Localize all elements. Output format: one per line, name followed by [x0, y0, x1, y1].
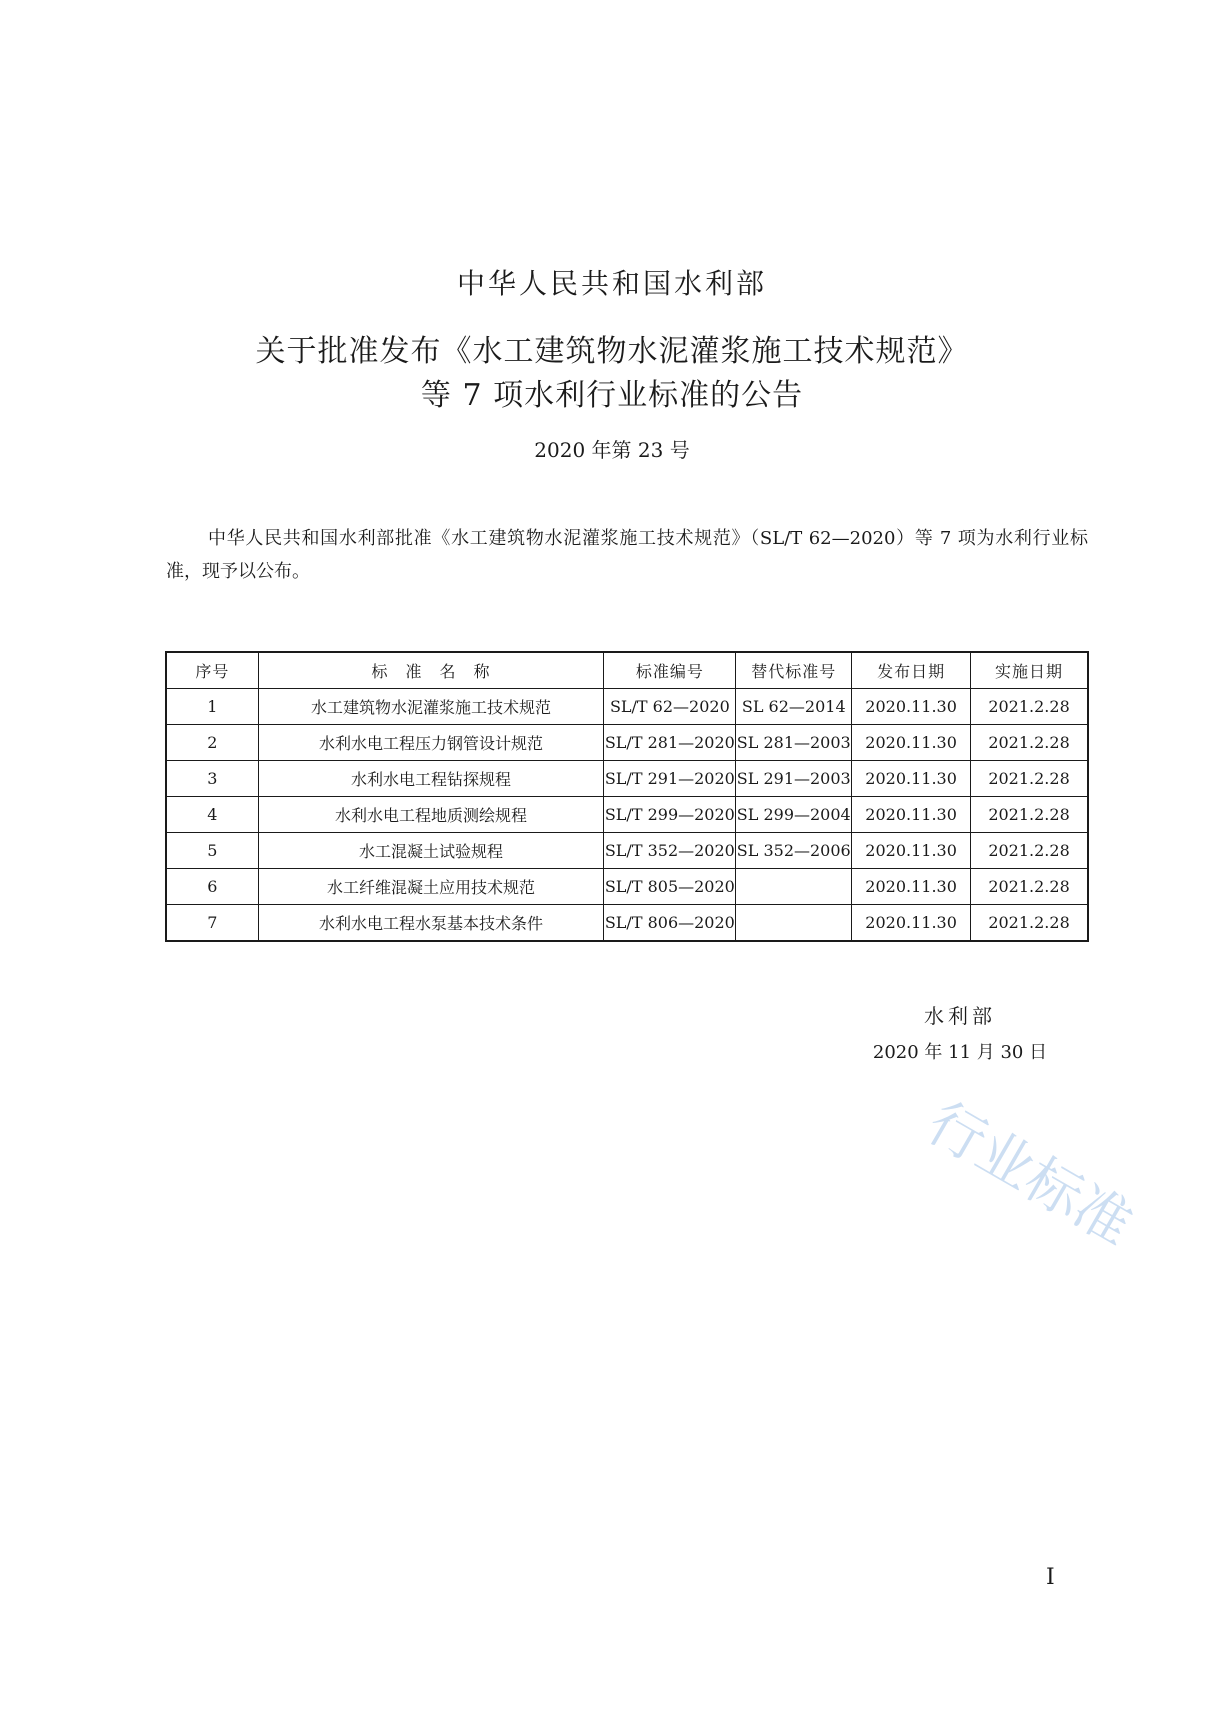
cell-name: 水利水电工程水泵基本技术条件 [258, 905, 604, 942]
header-published: 发布日期 [852, 652, 971, 689]
cell-name: 水利水电工程地质测绘规程 [258, 797, 604, 833]
cell-replaced: SL 299—2004 [736, 797, 852, 833]
cell-code: SL/T 805—2020 [604, 869, 736, 905]
cell-code: SL/T 299—2020 [604, 797, 736, 833]
cell-seq: 1 [166, 689, 258, 725]
document-number: 2020 年第 23 号 [534, 438, 690, 462]
cell-seq: 6 [166, 869, 258, 905]
cell-published: 2020.11.30 [852, 905, 971, 942]
table-row [166, 725, 1088, 761]
header-seq: 序号 [166, 652, 258, 689]
cell-code: SL/T 62—2020 [604, 689, 736, 725]
table-row [166, 869, 1088, 905]
cell-code: SL/T 291—2020 [604, 761, 736, 797]
cell-seq: 3 [166, 761, 258, 797]
header-name: 标 准 名 称 [258, 652, 604, 689]
cell-published: 2020.11.30 [852, 725, 971, 761]
cell-name: 水利水电工程钻探规程 [258, 761, 604, 797]
issuer-signature: 水利部 [924, 1004, 996, 1028]
header-replaced: 替代标准号 [736, 652, 852, 689]
cell-seq: 7 [166, 905, 258, 942]
cell-published: 2020.11.30 [852, 689, 971, 725]
cell-implemented: 2021.2.28 [971, 761, 1088, 797]
issue-date: 2020 年 11 月 30 日 [872, 1042, 1048, 1063]
cell-name: 水工建筑物水泥灌浆施工技术规范 [258, 689, 604, 725]
cell-name: 水工混凝土试验规程 [258, 833, 604, 869]
cell-code: SL/T 806—2020 [604, 905, 736, 942]
cell-replaced: SL 281—2003 [736, 725, 852, 761]
cell-name: 水工纤维混凝土应用技术规范 [258, 869, 604, 905]
cell-published: 2020.11.30 [852, 869, 971, 905]
cell-published: 2020.11.30 [852, 761, 971, 797]
cell-replaced: SL 352—2006 [736, 833, 852, 869]
cell-implemented: 2021.2.28 [971, 869, 1088, 905]
cell-code: SL/T 281—2020 [604, 725, 736, 761]
cell-published: 2020.11.30 [852, 833, 971, 869]
standards-table [165, 651, 1089, 942]
announcement-title-line-1: 关于批准发布《水工建筑物水泥灌浆施工技术规范》 [255, 334, 969, 369]
header-code: 标准编号 [604, 652, 736, 689]
table-row [166, 797, 1088, 833]
cell-replaced [736, 905, 852, 942]
cell-seq: 4 [166, 797, 258, 833]
table-row [166, 689, 1088, 725]
cell-code: SL/T 352—2020 [604, 833, 736, 869]
cell-name: 水利水电工程压力钢管设计规范 [258, 725, 604, 761]
ministry-header: 中华人民共和国水利部 [456, 267, 767, 300]
announcement-body: 中华人民共和国水利部批准《水工建筑物水泥灌浆施工技术规范》（SL/T 62—2020）等 7 项为水利行业标准，现予以公布。 [166, 528, 1088, 582]
cell-replaced [736, 869, 852, 905]
cell-implemented: 2021.2.28 [971, 905, 1088, 942]
cell-replaced: SL 62—2014 [736, 689, 852, 725]
cell-replaced: SL 291—2003 [736, 761, 852, 797]
table-header-row [166, 652, 1088, 689]
cell-published: 2020.11.30 [852, 797, 971, 833]
table-row [166, 761, 1088, 797]
watermark-text: 行业标准 [916, 1090, 1143, 1259]
cell-implemented: 2021.2.28 [971, 689, 1088, 725]
cell-implemented: 2021.2.28 [971, 833, 1088, 869]
cell-implemented: 2021.2.28 [971, 725, 1088, 761]
cell-seq: 5 [166, 833, 258, 869]
header-implemented: 实施日期 [971, 652, 1088, 689]
announcement-title-line-2: 等 7 项水利行业标准的公告 [420, 378, 804, 413]
page-number: I [1046, 1565, 1055, 1590]
cell-seq: 2 [166, 725, 258, 761]
cell-implemented: 2021.2.28 [971, 797, 1088, 833]
table-row [166, 905, 1088, 942]
table-row [166, 833, 1088, 869]
